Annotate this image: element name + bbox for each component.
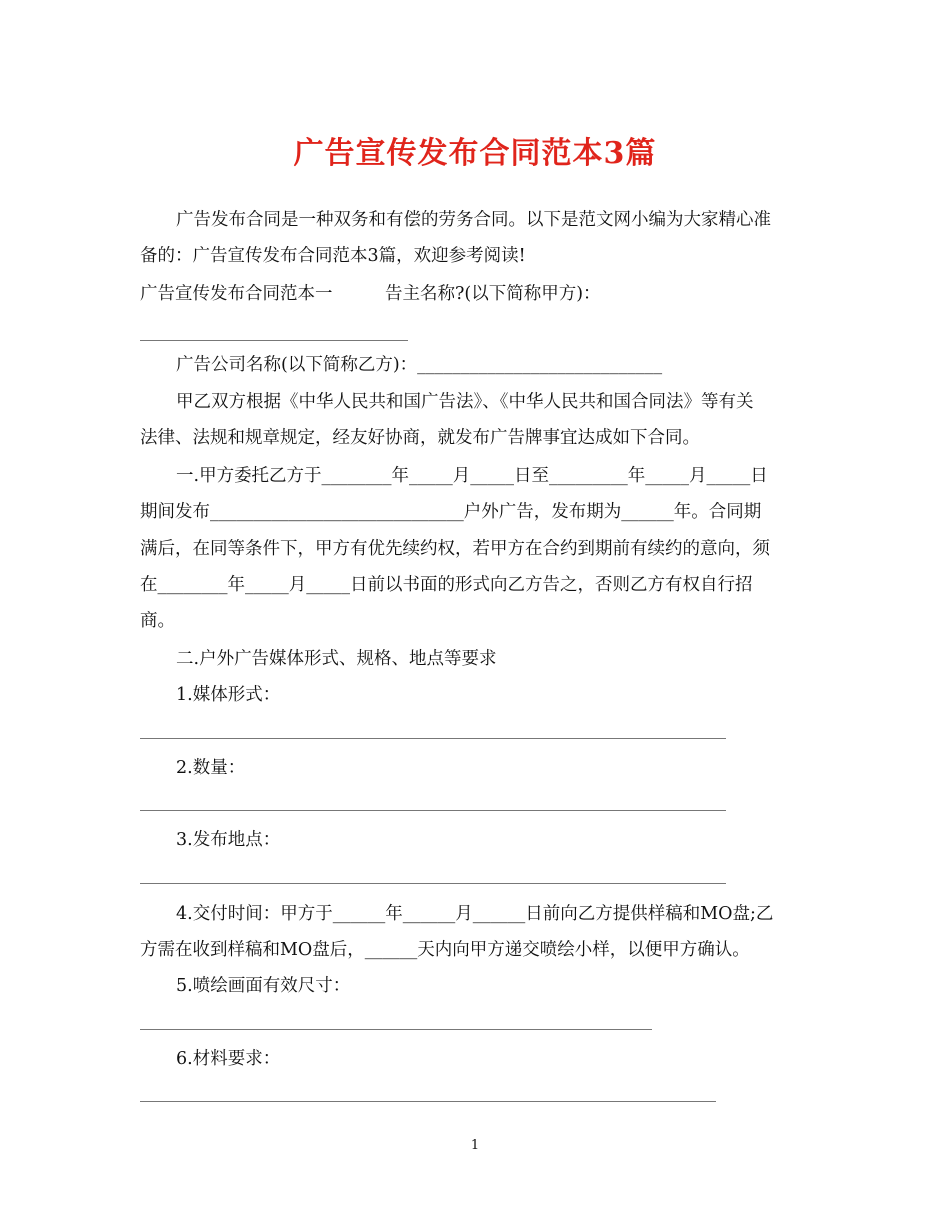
paragraph-line: 期间发布_____________________________户外广告，发布期为______年。合同期 (140, 502, 762, 522)
paragraph-line: 商。 (140, 611, 175, 631)
paragraph-line: 1.媒体形式： (176, 685, 281, 705)
paragraph-line: 广告公司名称(以下简称乙方)：____________________________ (176, 355, 663, 375)
paragraph-line: 甲乙双方根据《中华人民共和国广告法》、《中华人民共和国合同法》等有关 (176, 392, 754, 412)
paragraph-line: 备的：广告宣传发布合同范本3篇，欢迎参考阅读! (140, 246, 526, 266)
blank-underline (140, 340, 408, 341)
paragraph-line: 广告发布合同是一种双务和有偿的劳务合同。以下是范文网小编为大家精心准 (176, 210, 771, 230)
document-title: 广告宣传发布合同范本3篇 (293, 136, 657, 171)
paragraph-line: 法律、法规和规章规定，经友好协商，就发布广告牌事宜达成如下合同。 (140, 428, 700, 448)
page-number: 1 (470, 1138, 480, 1153)
blank-underline (140, 810, 726, 811)
paragraph-line: 在________年_____月_____日前以书面的形式向乙方告之，否则乙方有权自行招 (140, 575, 753, 595)
blank-underline (140, 738, 726, 739)
paragraph-line: 3.发布地点： (176, 830, 281, 850)
paragraph-line: 满后，在同等条件下，甲方有优先续约权，若甲方在合约到期前有续约的意向，须 (140, 539, 770, 559)
paragraph-line: 5.喷绘画面有效尺寸： (176, 976, 351, 996)
paragraph-line: 广告宣传发布合同范本一 告主名称?(以下简称甲方)： (140, 284, 601, 304)
paragraph-line: 4.交付时间：甲方于______年______月______日前向乙方提供样稿和MO盘;乙 (176, 904, 774, 924)
paragraph-line: 6.材料要求： (176, 1049, 281, 1069)
blank-underline (140, 883, 726, 884)
paragraph-line: 一.甲方委托乙方于________年_____月_____日至_________年_____月_____日 (176, 466, 768, 486)
paragraph-line: 方需在收到样稿和MO盘后，______天内向甲方递交喷绘小样，以便甲方确认。 (140, 940, 750, 960)
paragraph-line: 2.数量： (176, 758, 246, 778)
paragraph-line: 二.户外广告媒体形式、规格、地点等要求 (176, 649, 497, 669)
blank-underline (140, 1101, 716, 1102)
blank-underline (140, 1029, 652, 1030)
